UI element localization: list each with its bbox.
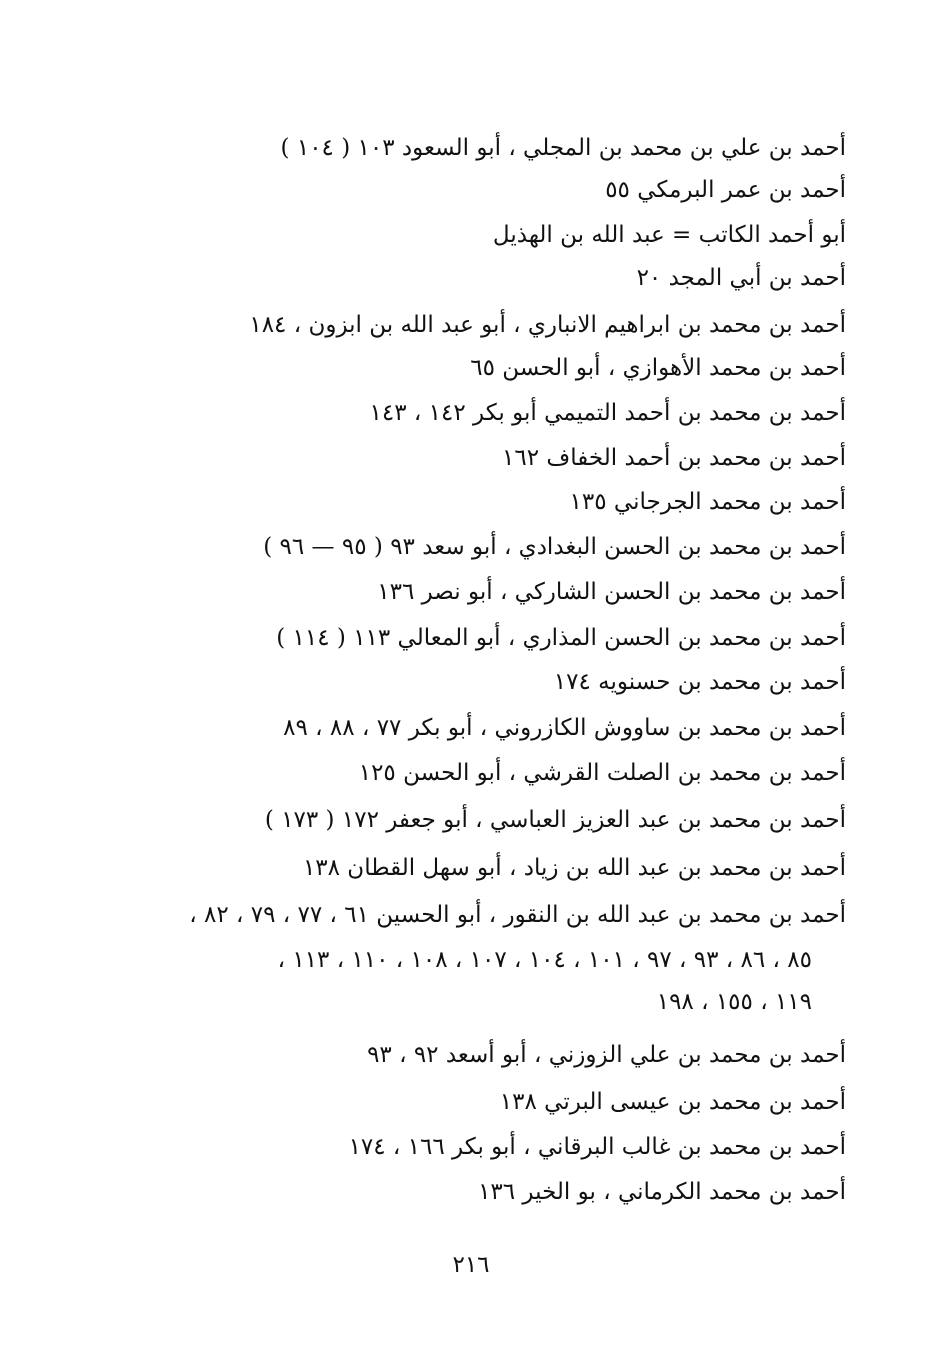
index-entry: أحمد بن محمد بن عبد العزيز العباسي ، أبو جعفر ١٧٢ ( ١٧٣ ) <box>264 807 846 833</box>
index-entry: أحمد بن علي بن محمد بن المجلي ، أبو السعود ١٠٣ ( ١٠٤ ) <box>280 135 846 161</box>
index-entry-continuation: ٨٥ ، ٨٦ ، ٩٣ ، ٩٧ ، ١٠١ ، ١٠٤ ، ١٠٧ ، ١٠٨ ، ١١٠ ، ١١٣ ، <box>277 947 812 973</box>
index-entry: أحمد بن محمد بن الحسن البغدادي ، أبو سعد ٩٣ ( ٩٥ — ٩٦ ) <box>263 534 846 560</box>
index-entry: أبو أحمد الكاتب = عبد الله بن الهذيل <box>492 222 846 248</box>
index-entry: أحمد بن أبي المجد ٢٠ <box>636 265 846 291</box>
index-entry: أحمد بن محمد بن غالب البرقاني ، أبو بكر ١٦٦ ، ١٧٤ <box>348 1134 846 1160</box>
index-entry: أحمد بن محمد بن عيسى البرتي ١٣٨ <box>499 1089 846 1115</box>
index-entry-continuation: ١١٩ ، ١٥٥ ، ١٩٨ <box>656 989 812 1015</box>
index-entry: أحمد بن محمد بن الحسن المذاري ، أبو المعالي ١١٣ ( ١١٤ ) <box>276 625 846 651</box>
page-number: ٢١٦ <box>452 1252 490 1278</box>
index-entry: أحمد بن محمد الكرماني ، بو الخير ١٣٦ <box>478 1179 846 1205</box>
index-entry: أحمد بن محمد بن ابراهيم الانباري ، أبو عبد الله بن ابزون ، ١٨٤ <box>249 312 846 338</box>
index-entry: أحمد بن محمد بن عبد الله بن زياد ، أبو سهل القطان ١٣٨ <box>302 855 846 881</box>
index-entry: أحمد بن محمد بن عبد الله بن النقور ، أبو الحسين ٦١ ، ٧٧ ، ٧٩ ، ٨٢ ، <box>189 902 846 928</box>
index-entry: أحمد بن محمد بن أحمد التميمي أبو بكر ١٤٢ ، ١٤٣ <box>369 400 846 426</box>
index-entry: أحمد بن محمد بن حسنويه ١٧٤ <box>553 669 846 695</box>
index-entry: أحمد بن محمد بن علي الزوزني ، أبو أسعد ٩٢ ، ٩٣ <box>367 1042 846 1068</box>
index-entry: أحمد بن محمد بن أحمد الخفاف ١٦٢ <box>502 445 846 471</box>
index-entry: أحمد بن محمد الأهوازي ، أبو الحسن ٦٥ <box>470 355 846 381</box>
index-entry: أحمد بن محمد الجرجاني ١٣٥ <box>569 489 846 515</box>
index-entry: أحمد بن محمد بن الصلت القرشي ، أبو الحسن ١٢٥ <box>358 760 846 786</box>
index-entry: أحمد بن محمد بن ساووش الكازروني ، أبو بكر ٧٧ ، ٨٨ ، ٨٩ <box>283 715 846 741</box>
index-entry: أحمد بن عمر البرمكي ٥٥ <box>605 177 846 203</box>
index-entry: أحمد بن محمد بن الحسن الشاركي ، أبو نصر ١٣٦ <box>377 579 846 605</box>
